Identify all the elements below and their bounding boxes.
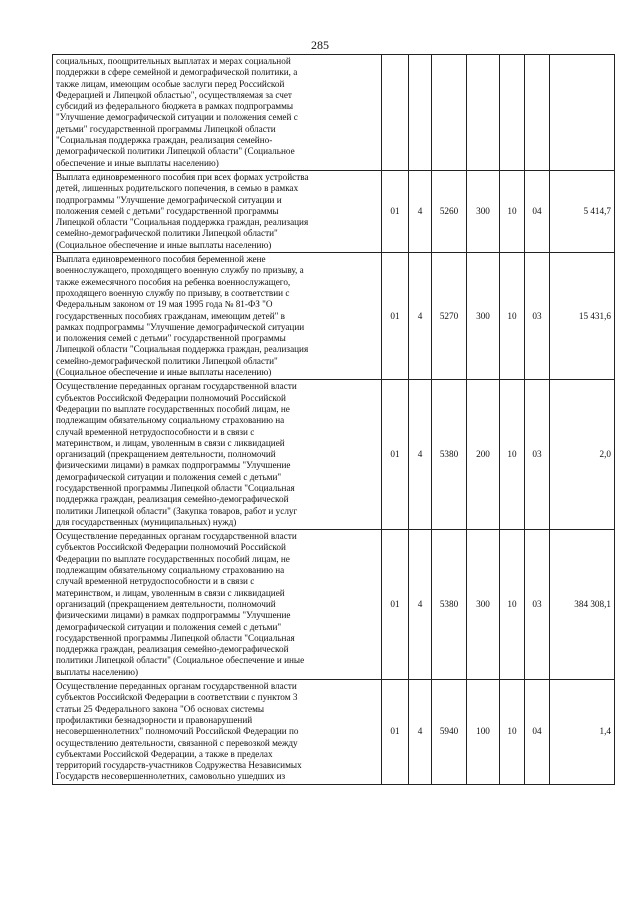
cell-code-5: 10 — [500, 380, 525, 530]
description-line: семейно-демографической политики Липецкой области" — [56, 355, 278, 366]
description-line: подпрограммы "Улучшение демографической ситуации и — [56, 194, 282, 205]
description-line: поддержка граждан, реализация семейно-демографической — [56, 494, 289, 505]
cell-code-4 — [467, 55, 500, 171]
description-line: рамках подпрограммы "Улучшение демографической ситуации — [56, 321, 305, 332]
cell-code-5: 10 — [500, 530, 525, 680]
description-line: (Социальное обеспечение и иные выплаты населению) — [56, 239, 272, 250]
cell-code-2: 4 — [409, 380, 432, 530]
cell-code-3: 5380 — [432, 530, 467, 680]
row-description — [53, 380, 382, 530]
description-line: Государств несовершеннолетних, самовольно ушедших из — [56, 771, 286, 782]
description-line: проходящего военную службу по призыву, в соответствии с — [56, 287, 290, 298]
cell-code-5: 10 — [500, 170, 525, 252]
description-line: политики Липецкой области" (Социальное обеспечение и иные — [56, 655, 305, 666]
description-line: выплаты населению) — [56, 666, 139, 677]
description-line: Федерации по выплате государственных пособий лицам, не — [56, 553, 290, 564]
cell-code-4: 300 — [467, 530, 500, 680]
description-line: государственной программы Липецкой области "Социальная — [56, 632, 295, 643]
row-description — [53, 55, 382, 171]
description-line: детей, лишенных родительского попечения, в семью в рамках — [56, 183, 299, 194]
description-line: и положения семей с детьми" государственной программы — [56, 333, 286, 344]
description-line: случай временной нетрудоспособности и в связи с — [56, 426, 255, 437]
description-line: физическими лицами) в рамках подпрограммы "Улучшение — [56, 460, 291, 471]
description-line: государственной программы Липецкой области "Социальная — [56, 482, 295, 493]
table-row — [53, 530, 615, 680]
budget-table — [52, 54, 615, 785]
cell-code-2: 4 — [409, 170, 432, 252]
cell-code-6: 03 — [525, 253, 550, 380]
cell-amount: 384 308,1 — [550, 530, 615, 680]
description-line: осуществлению деятельности, связанной с перевозкой между — [56, 737, 298, 748]
description-line: также лицам, имеющим особые заслуги перед Российской — [56, 78, 285, 89]
description-line: организаций (прекращением деятельности, полномочий — [56, 449, 276, 460]
description-line: Федерацией и Липецкой областью", осуществляемая за счет — [56, 89, 292, 100]
cell-code-1: 01 — [382, 253, 409, 380]
description-line: для государственных (муниципальных) нужд) — [56, 516, 237, 527]
cell-code-1: 01 — [382, 530, 409, 680]
description-line: поддержка граждан, реализация семейно-демографической — [56, 644, 289, 655]
description-line: профилактики безнадзорности и правонарушений — [56, 714, 253, 725]
cell-amount — [550, 55, 615, 171]
cell-amount: 2,0 — [550, 380, 615, 530]
description-line: подлежащим обязательному социальному страхованию на — [56, 565, 285, 576]
description-line: территорий государств-участников Содружества Независимых — [56, 760, 302, 771]
cell-code-5 — [500, 55, 525, 171]
description-line: обеспечение и иные выплаты населению) — [56, 157, 219, 168]
cell-code-2: 4 — [409, 530, 432, 680]
cell-code-6: 04 — [525, 680, 550, 785]
table-row — [53, 680, 615, 785]
cell-code-4: 300 — [467, 170, 500, 252]
description-line: Выплата единовременного пособия при всех формах устройства — [56, 171, 309, 182]
description-line: "Улучшение демографической ситуации и положения семей с — [56, 112, 298, 123]
description-line: "Социальная поддержка граждан, реализация семейно- — [56, 135, 273, 146]
description-line: демографической политики Липецкой области" (Социальное — [56, 146, 295, 157]
cell-code-3: 5940 — [432, 680, 467, 785]
cell-amount: 15 431,6 — [550, 253, 615, 380]
cell-code-4: 200 — [467, 380, 500, 530]
row-description — [53, 680, 382, 785]
description-line: поддержки в сфере семейной и демографической политики, а — [56, 67, 298, 78]
description-line: субъектов Российской Федерации полномочий Российской — [56, 542, 286, 553]
cell-code-1: 01 — [382, 380, 409, 530]
cell-amount: 5 414,7 — [550, 170, 615, 252]
cell-code-6 — [525, 55, 550, 171]
description-line: материнством, и лицам, уволенным в связи с ликвидацией — [56, 437, 285, 448]
description-line: демографической ситуации и положения семей с детьми" — [56, 621, 282, 632]
cell-code-1: 01 — [382, 170, 409, 252]
description-line: материнством, и лицам, уволенным в связи с ликвидацией — [56, 587, 285, 598]
description-line: социальных, поощрительных выплатах и мерах социальной — [56, 56, 291, 66]
cell-code-1: 01 — [382, 680, 409, 785]
cell-code-6: 03 — [525, 380, 550, 530]
cell-code-3: 5260 — [432, 170, 467, 252]
description-line: Осуществление переданных органам государственной власти — [56, 681, 297, 692]
row-description — [53, 170, 382, 252]
row-description — [53, 530, 382, 680]
row-description — [53, 253, 382, 380]
description-line: Федеральным законом от 19 мая 1995 года № 81-ФЗ "О — [56, 299, 273, 310]
description-line: субсидий из федерального бюджета в рамках подпрограммы — [56, 101, 294, 112]
description-line: случай временной нетрудоспособности и в связи с — [56, 576, 255, 587]
description-line: физическими лицами) в рамках подпрограммы "Улучшение — [56, 610, 291, 621]
page-number: 285 — [311, 38, 329, 52]
description-line: государственных пособиях гражданам, имеющим детей" в — [56, 310, 286, 321]
description-line: политики Липецкой области" (Закупка товаров, работ и услуг — [56, 505, 298, 516]
description-line: организаций (прекращением деятельности, полномочий — [56, 598, 276, 609]
cell-code-5: 10 — [500, 253, 525, 380]
description-line: Липецкой области "Социальная поддержка граждан, реализация — [56, 344, 309, 355]
cell-code-4: 300 — [467, 253, 500, 380]
description-line: несовершеннолетних" полномочий Российской Федерации по — [56, 726, 299, 737]
description-line: субъектов Российской Федерации в соответствии с пунктом 3 — [56, 692, 298, 703]
description-line: демографической ситуации и положения семей с детьми" — [56, 471, 282, 482]
budget-table-body — [53, 55, 615, 785]
cell-code-3: 5270 — [432, 253, 467, 380]
description-line: субъектов Российской Федерации полномочий Российской — [56, 392, 286, 403]
description-line: Федерации по выплате государственных пособий лицам, не — [56, 403, 290, 414]
cell-code-2: 4 — [409, 680, 432, 785]
description-line: Осуществление переданных органам государственной власти — [56, 531, 297, 542]
cell-amount: 1,4 — [550, 680, 615, 785]
description-line: (Социальное обеспечение и иные выплаты населению) — [56, 367, 272, 378]
cell-code-4: 100 — [467, 680, 500, 785]
cell-code-3 — [432, 55, 467, 171]
table-row — [53, 170, 615, 252]
cell-code-3: 5380 — [432, 380, 467, 530]
cell-code-6: 03 — [525, 530, 550, 680]
description-line: военнослужащего, проходящего военную службу по призыву, а — [56, 265, 304, 276]
description-line: детьми" государственной программы Липецкой области — [56, 123, 276, 134]
table-row — [53, 380, 615, 530]
description-line: статьи 25 Федерального закона "Об основах системы — [56, 703, 265, 714]
description-line: также ежемесячного пособия на ребенка военнослужащего, — [56, 276, 291, 287]
description-line: семейно-демографической политики Липецкой области" — [56, 228, 278, 239]
cell-code-6: 04 — [525, 170, 550, 252]
cell-code-5: 10 — [500, 680, 525, 785]
description-line: субъектами Российской Федерации, а также в пределах — [56, 748, 273, 759]
description-line: Выплата единовременного пособия беременной жене — [56, 254, 266, 265]
cell-code-2 — [409, 55, 432, 171]
description-line: Липецкой области "Социальная поддержка граждан, реализация — [56, 217, 309, 228]
description-line: подлежащим обязательному социальному страхованию на — [56, 415, 285, 426]
cell-code-2: 4 — [409, 253, 432, 380]
table-row — [53, 55, 615, 171]
description-line: Осуществление переданных органам государственной власти — [56, 381, 297, 392]
description-line: положения семей с детьми" государственной программы — [56, 205, 279, 216]
table-row — [53, 253, 615, 380]
cell-code-1 — [382, 55, 409, 171]
